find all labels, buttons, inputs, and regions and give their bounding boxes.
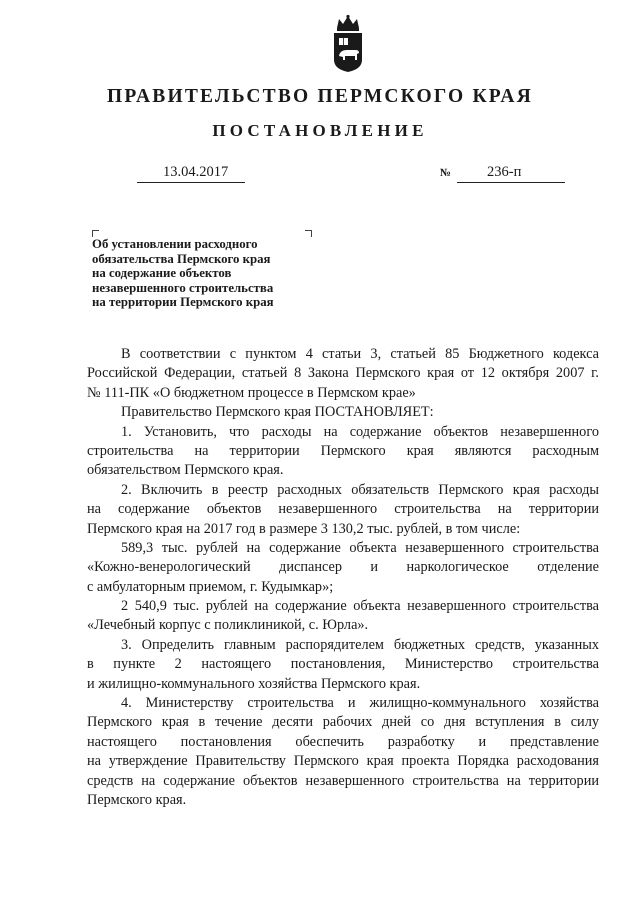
- text-line: Пермского края на 2017 год в размере 3 130,2 тыс. рублей, в том числе:: [87, 520, 521, 537]
- subject-corner-right: [305, 230, 312, 237]
- document-body: [87, 345, 599, 810]
- text-line: 2. Включить в реестр расходных обязательств Пермского края расходы: [121, 481, 599, 498]
- perm-krai-coat-of-arms-icon: [328, 14, 368, 74]
- text-line: Пермского края в течение десяти рабочих дней со дня вступления в силу: [87, 714, 599, 731]
- text-line: Правительство Пермского края ПОСТАНОВЛЯЕТ:: [121, 404, 434, 421]
- number-sign: №: [440, 167, 452, 179]
- text-line: № 111-ПК «О бюджетном процессе в Пермском крае»: [87, 384, 416, 401]
- text-line: Российской Федерации, статьей 8 Закона Пермского края от 12 октября 2007 г.: [87, 365, 599, 382]
- text-line: 4. Министерству строительства и жилищно-коммунального хозяйства: [121, 695, 599, 712]
- text-line: на утверждение Правительству Пермского края проекта Порядка расходования: [87, 753, 599, 770]
- subject-line: Об установлении расходного: [92, 237, 258, 251]
- text-line: «Кожно-венерологический диспансер и наркологическое отделение: [87, 559, 599, 576]
- text-line: 3. Определить главным распорядителем бюджетных средств, указанных: [121, 636, 599, 653]
- text-line: В соответствии с пунктом 4 статьи 3, статьей 85 Бюджетного кодекса: [121, 346, 599, 362]
- text-line: 1. Установить, что расходы на содержание объектов незавершенного: [121, 423, 599, 440]
- text-line: настоящего постановления обеспечить разработку и представление: [87, 733, 599, 750]
- text-line: «Лечебный корпус с поликлиникой, с. Юрла».: [87, 617, 369, 634]
- text-line: в пункте 2 настоящего постановления, Министерство строительства: [87, 656, 599, 673]
- text-line: и жилищно-коммунального хозяйства Пермского края.: [87, 675, 421, 692]
- text-line: средств на содержание объектов незавершенного строительства на территории: [87, 772, 599, 789]
- text-line: 589,3 тыс. рублей на содержание объекта незавершенного строительства: [121, 539, 599, 556]
- document-date: 13.04.2017: [163, 164, 229, 180]
- text-line: Пермского края.: [87, 791, 187, 808]
- document-type-title: ПОСТАНОВЛЕНИЕ: [212, 121, 428, 140]
- subject-line: незавершенного строительства: [92, 280, 274, 295]
- text-line: обязательством Пермского края.: [87, 462, 284, 479]
- date-field: [137, 162, 245, 183]
- document-subject: [92, 237, 322, 310]
- text-line: с амбулаторным приемом, г. Кудымкар»;: [87, 578, 334, 595]
- document-number: 236-п: [487, 164, 522, 180]
- text-line: 2 540,9 тыс. рублей на содержание объекта незавершенного строительства: [121, 598, 599, 615]
- subject-line: на территории Пермского края: [92, 295, 274, 309]
- text-line: на содержание объектов незавершенного строительства на территории: [87, 501, 599, 518]
- text-line: строительства на территории Пермского края являются расходным: [87, 442, 599, 459]
- subject-line: на содержание объектов: [92, 266, 232, 280]
- number-field: [457, 162, 565, 183]
- subject-line: обязательства Пермского края: [92, 251, 271, 266]
- subject-corner-left: [92, 230, 99, 237]
- government-title: ПРАВИТЕЛЬСТВО ПЕРМСКОГО КРАЯ: [107, 86, 533, 107]
